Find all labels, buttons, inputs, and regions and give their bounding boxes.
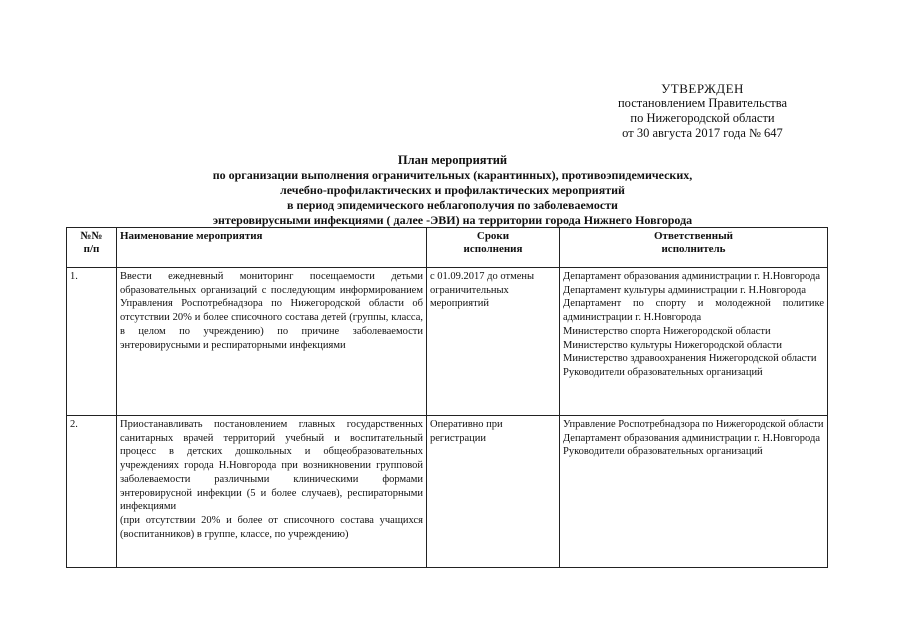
responsible-item: Руководители образовательных организаций <box>563 366 763 378</box>
header-num-line: №№ <box>80 230 103 242</box>
row-num: 2. <box>67 416 117 568</box>
header-num-line: п/п <box>83 243 100 255</box>
responsible-item: Руководители образовательных организаций <box>563 446 763 458</box>
row-term: с 01.09.2017 до отмены ограничительных мероприятий <box>427 268 560 416</box>
row-measure-name <box>117 416 427 568</box>
title-line: энтеровирусными инфекциями ( далее -ЭВИ) на территории города Нижнего Новгорода <box>212 213 693 227</box>
responsible-item: Департамент культуры администрации г. Н.Новгорода <box>563 284 806 296</box>
responsible-item: Департамент по спорту и молодежной политике администрации г. Н.Новгорода <box>563 298 824 324</box>
responsible-item: Департамент образования администрации г. Н.Новгорода <box>563 432 821 444</box>
responsible-item: Министерство здравоохранения Нижегородской области <box>563 353 817 365</box>
approval-stamp <box>600 81 805 141</box>
measures-table <box>66 227 828 568</box>
approval-heading: УТВЕРЖДЕН <box>661 81 744 96</box>
title-line: лечебно-профилактических и профилактических мероприятий <box>280 183 625 197</box>
table-row <box>67 416 828 568</box>
table-header-row <box>67 228 828 268</box>
header-name: Наименование мероприятия <box>117 228 427 268</box>
approval-line: постановлением Правительства <box>617 96 788 110</box>
table-row <box>67 268 828 416</box>
header-term-line: Сроки <box>476 230 510 242</box>
title-line: в период эпидемического неблагополучия по заболеваемости <box>287 198 618 212</box>
approval-line: по Нижегородской области <box>630 111 775 125</box>
header-num <box>67 228 117 268</box>
responsible-item: Управление Роспотребнадзора по Нижегородской области <box>563 419 824 430</box>
responsible-item: Департамент образования администрации г. Н.Новгорода <box>563 271 821 282</box>
header-term <box>427 228 560 268</box>
measure-note: (при отсутствии 20% и более от списочного состава учащихся (воспитанников) в группе, классе, по учреждению) <box>120 514 423 540</box>
header-term-line: исполнения <box>463 243 523 255</box>
measure-text: Приостанавливать постановлением главных государственных санитарных врачей территорий учебный и воспитательный процесс в детских дошкольных и общеобразовательных учреждениях города Н.Новгорода при возникновении групповой заболеваемости различными клиническими формами энтеровирусной инфекции (5 и более случаев), респираторными инфекциями <box>120 419 423 513</box>
header-resp-line: Ответственный <box>653 230 734 242</box>
row-term: Оперативно при регистрации <box>427 416 560 568</box>
document-title <box>160 153 745 228</box>
row-responsible <box>560 416 828 568</box>
responsible-item: Министерство спорта Нижегородской области <box>563 325 771 337</box>
title-line: по организации выполнения ограничительных (карантинных), противоэпидемических, <box>212 168 693 182</box>
responsible-item: Министерство культуры Нижегородской области <box>563 339 782 351</box>
header-resp-line: исполнитель <box>661 243 726 255</box>
title-line: План мероприятий <box>397 153 508 167</box>
approval-line: от 30 августа 2017 года № 647 <box>622 126 783 140</box>
row-measure-name: Ввести ежедневный мониторинг посещаемости детьми образовательных организаций с последующим информированием Управления Роспотребнадзора по Нижегородской области об отсутствии 20% и более списочного состава детей (группы, класса, в целом по учреждению) по причине заболеваемости энтеровирусными и респираторными инфекциями <box>117 268 427 416</box>
row-responsible <box>560 268 828 416</box>
header-resp <box>560 228 828 268</box>
row-num: 1. <box>67 268 117 416</box>
